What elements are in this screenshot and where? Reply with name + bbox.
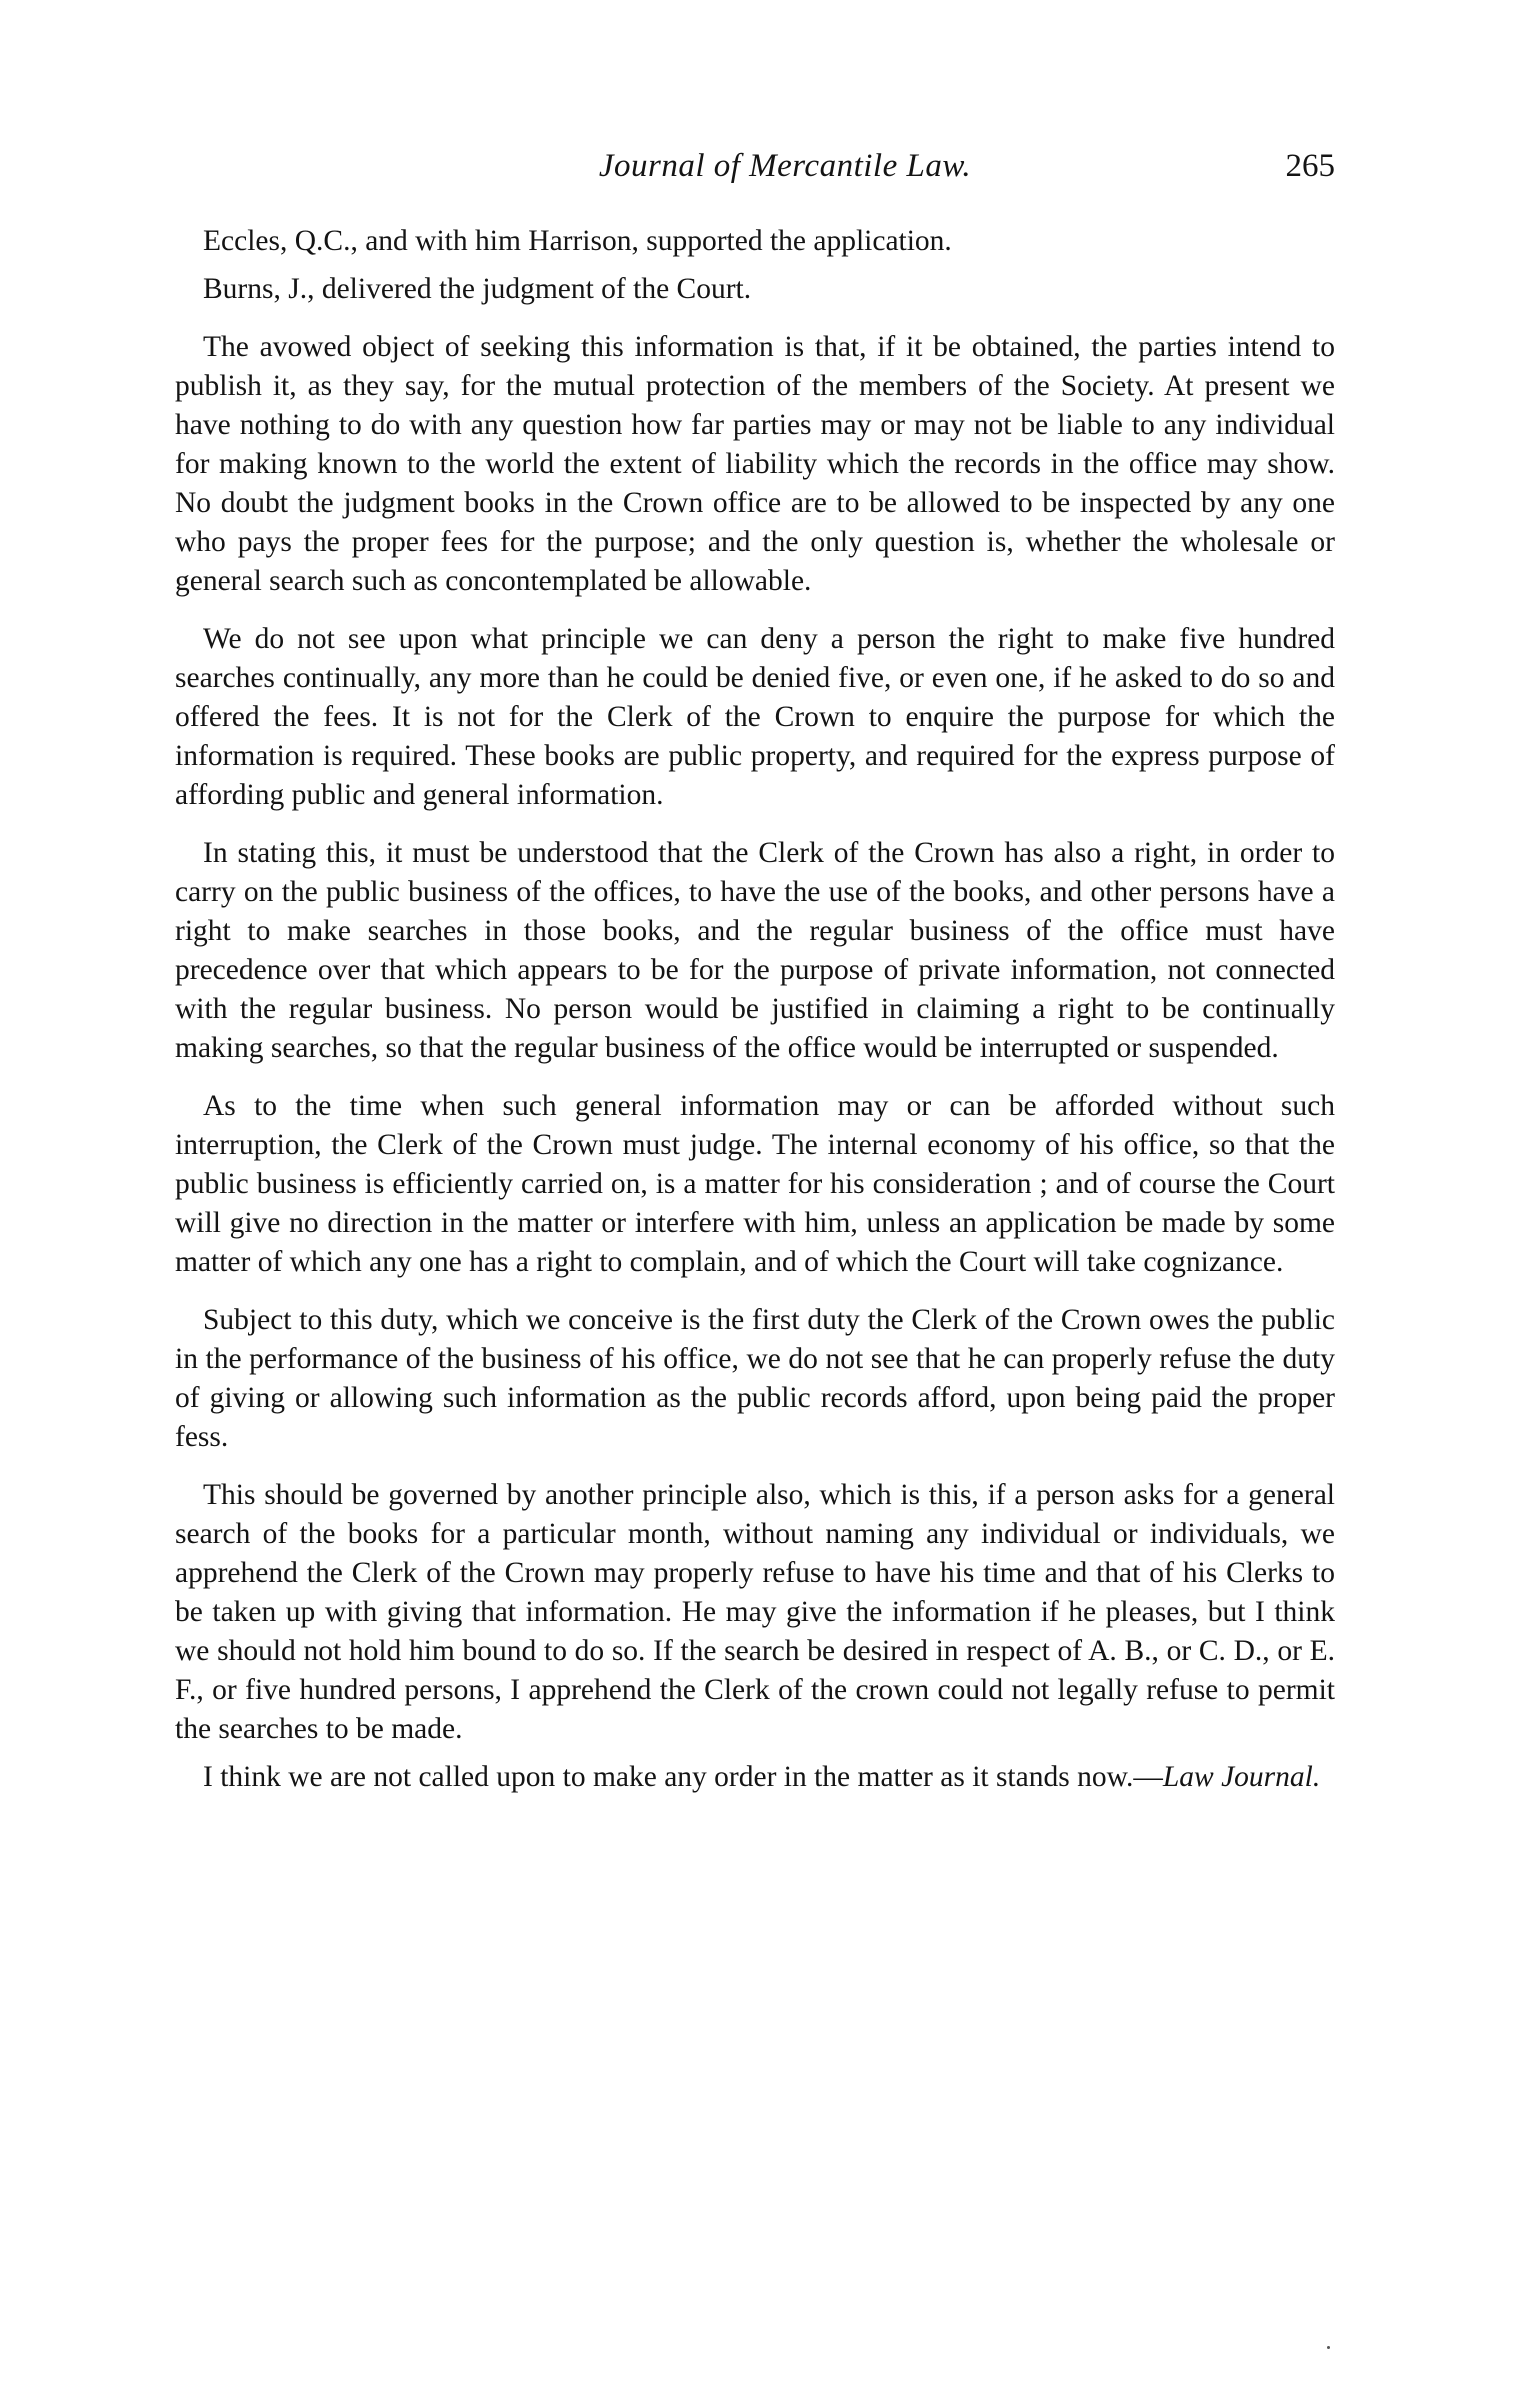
article-body (175, 222, 1335, 1797)
clerk-rights-paragraph: In stating this, it must be understood that the Clerk of the Crown has also a right, in order to carry on the public business of the offices, to have the use of the books, and other persons have a right to make searches in those books, and the regular business of the office must have precedence over that which appears to be for the purpose of private information, not connected with the regular business. No person would be justified in claiming a right to be continually making searches, so that the regular business of the office would be interrupted or suspended. (175, 837, 1335, 1064)
general-search-paragraph: This should be governed by another principle also, which is this, if a person asks for a general search of the books for a particular month, without naming any individual or individuals, we apprehend the Clerk of the Crown may properly refuse to have his time and that of his Clerks to be taken up with giving that information. He may give the information if he pleases, but I think we should not hold him bound to do so. If the search be desired in respect of A. B., or C. D., or E. F., or five hundred persons, I apprehend the Clerk of the crown could not legally refuse to permit the searches to be made. (175, 1479, 1335, 1745)
principle-paragraph: We do not see upon what principle we can deny a person the right to make five hundred searches continually, any more than he could be denied five, or even one, if he asked to do so and offered the fees. It is not for the Clerk of the Crown to enquire the purpose for which the information is required. These books are public property, and required for the express purpose of affording public and general information. (175, 623, 1335, 811)
object-paragraph: The avowed object of seeking this information is that, if it be obtained, the parties intend to publish it, as they say, for the mutual protection of the members of the Society. At present we have nothing to do with any question how far parties may or may not be liable to any individual for making known to the world the extent of liability which the records in the office may show. No doubt the judgment books in the Crown office are to be allowed to be inspected by any one who pays the proper fees for the purpose; and the only question is, whether the wholesale or general search such as concontemplated be allowable. (175, 331, 1335, 597)
duty-paragraph: Subject to this duty, which we conceive is the first duty the Clerk of the Crown owes the public in the performance of the business of his office, we do not see that he can properly refuse the duty of giving or allowing such information as the public records afford, upon being paid the proper fess. (175, 1304, 1335, 1453)
page-number: 265 (1285, 148, 1335, 184)
closing-text: I think we are not called upon to make any order in the matter as it stands now.— (203, 1761, 1163, 1793)
counsel-paragraph: Eccles, Q.C., and with him Harrison, supported the application. (203, 225, 952, 257)
page-header (175, 148, 1335, 198)
source-citation: Law Journal. (1162, 1761, 1321, 1793)
closing-paragraph (175, 1758, 1335, 1797)
stray-ink-mark (1327, 2346, 1330, 2349)
running-title: Journal of Mercantile Law. (598, 148, 972, 184)
judgment-intro-paragraph: Burns, J., delivered the judgment of the Court. (203, 273, 752, 305)
timing-paragraph: As to the time when such general information may or can be afforded without such interruption, the Clerk of the Crown must judge. The internal economy of his office, so that the public business is efficiently carried on, is a matter for his consideration ; and of course the Court will give no direction in the matter or interfere with him, unless an application be made by some matter of which any one has a right to complain, and of which the Court will take cognizance. (175, 1090, 1335, 1278)
